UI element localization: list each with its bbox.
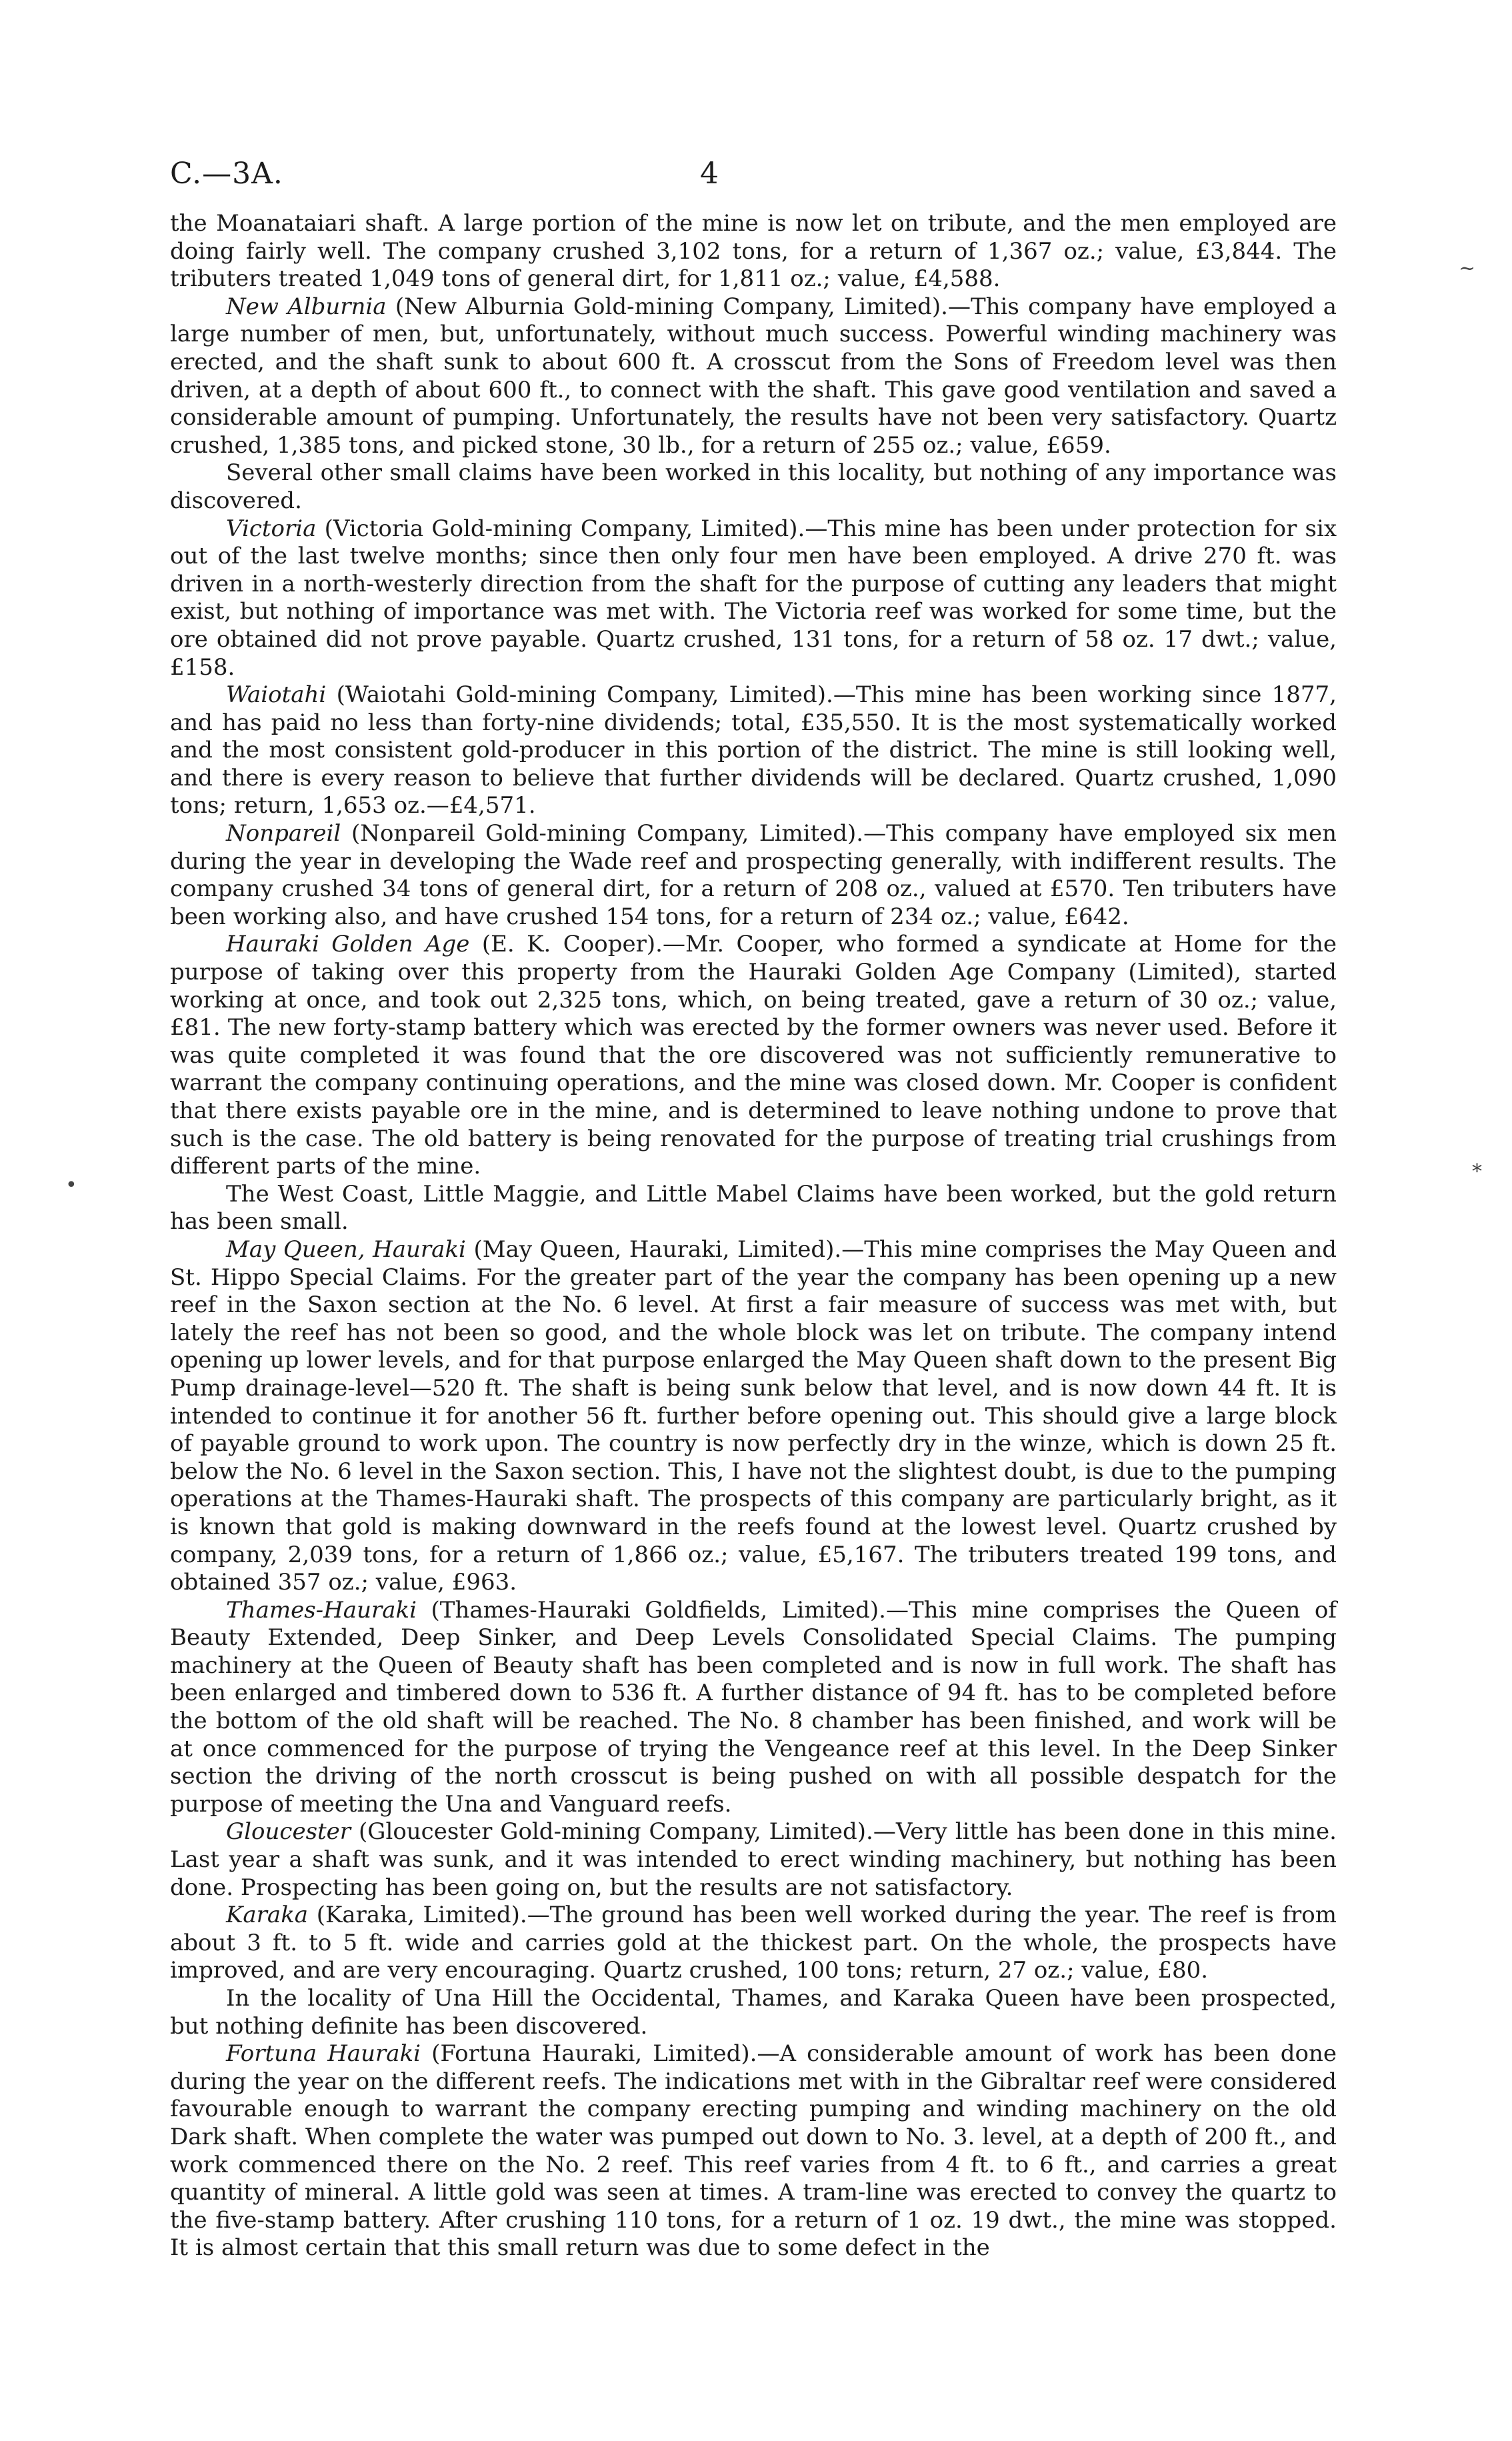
paragraph-text: (Thames-Hauraki Goldfields, Limited).—This mine comprises the Queen of Beauty Extended, Deep Sinker, and Deep Levels Consolidated Special Claims. The pumping machinery at the Queen of Beauty shaft has been completed and is now in full work. The shaft has been enlarged and timbered down to 536 ft. A further distance of 94 ft. has to be completed before the bottom of the old shaft will be reached. The No. 8 chamber has been finished, and work will be at once commenced for the purpose of trying the Vengeance reef at this level. In the Deep Sinker section the driving of the north crosscut is being pushed on with all possible despatch for the purpose of meeting the Una and Vanguard reefs.: [170, 1596, 1337, 1818]
paragraph-text: In the locality of Una Hill the Occidental, Thames, and Karaka Queen have been prospected, but nothing definite has been discovered.: [170, 1985, 1337, 2040]
mine-name: Karaka: [226, 1902, 309, 1929]
paragraph-text: (Waiotahi Gold-mining Company, Limited).—This mine has been working since 1877, and has paid no less than forty-nine dividends; total, £35,550. It is the most systematically worked and the most consistent gold-producer in this portion of the district. The mine is still looking well, and there is every reason to believe that further dividends will be declared. Quartz crushed, 1,090 tons; return, 1,653 oz.—£4,571.: [170, 681, 1337, 819]
mine-name: Thames-Hauraki: [226, 1596, 417, 1624]
paragraph: [170, 1181, 1337, 1236]
paragraph: [170, 1236, 1337, 1597]
mine-name: Nonpareil: [226, 820, 341, 847]
paragraph: [170, 1985, 1337, 2040]
paragraph-text: (Gloucester Gold-mining Company, Limited).—Very little has been done in this mine. Last year a shaft was sunk, and it was intended to erect winding machinery, but nothing has been done. Prospecting has been going on, but the results are not satisfactory.: [170, 1818, 1337, 1901]
paragraph-text: the Moanataiari shaft. A large portion of the mine is now let on tribute, and the men employed are doing fairly well. The company crushed 3,102 tons, for a return of 1,367 oz.; value, £3,844. The tributers treated 1,049 tons of general dirt, for 1,811 oz.; value, £4,588.: [170, 210, 1337, 293]
paragraph: [170, 820, 1337, 931]
paragraph-text: Several other small claims have been worked in this locality, but nothing of any importance was discovered.: [170, 459, 1337, 514]
mine-name: May Queen, Hauraki: [226, 1236, 466, 1263]
paragraph: [170, 1597, 1337, 1819]
paragraph: [170, 515, 1337, 682]
paragraph-text: (Fortuna Hauraki, Limited).—A considerable amount of work has been done during the year on the different reefs. The indications met with in the Gibraltar reef were considered favourable enough to warrant the company erecting pumping and winding machinery on the old Dark shaft. When complete the water was pumped out down to No. 3. level, at a depth of 200 ft., and work commenced there on the No. 2 reef. This reef varies from 4 ft. to 6 ft., and carries a great quantity of mineral. A little gold was seen at times. A tram-line was erected to convey the quartz to the five-stamp battery. After crushing 110 tons, for a return of 1 oz. 19 dwt., the mine was stopped. It is almost certain that this small return was due to some defect in the: [170, 2040, 1337, 2262]
paragraph: [170, 1902, 1337, 1985]
paragraph: [170, 681, 1337, 820]
mine-name: Victoria: [226, 515, 317, 542]
paragraph-text: (Karaka, Limited).—The ground has been well worked during the year. The reef is from about 3 ft. to 5 ft. wide and carries gold at the thickest part. On the whole, the prospects have improved, and are very encouraging. Quartz crushed, 100 tons; return, 27 oz.; value, £80.: [170, 1902, 1337, 1984]
mine-name: New Alburnia: [226, 293, 387, 320]
mine-name: Gloucester: [226, 1818, 351, 1846]
paragraph: [170, 293, 1337, 460]
margin-dash-mark: ~: [1459, 257, 1476, 280]
mine-name: Hauraki Golden Age: [226, 931, 470, 958]
paragraph: [170, 2040, 1337, 2262]
paragraph-text: (E. K. Cooper).—Mr. Cooper, who formed a syndicate at Home for the purpose of taking over this property from the Hauraki Golden Age Company (Limited), started working at once, and took out 2,325 tons, which, on being treated, gave a return of 30 oz.; value, £81. The new forty-stamp battery which was erected by the former owners was never used. Before it was quite completed it was found that the ore discovered was not sufficiently remunerative to warrant the company continuing operations, and the mine was closed down. Mr. Cooper is confident that there exists payable ore in the mine, and is determined to leave nothing undone to prove that such is the case. The old battery is being renovated for the purpose of treating trial crushings from different parts of the mine.: [170, 931, 1337, 1180]
mine-name: Waiotahi: [226, 681, 327, 709]
document-reference: C.—3A.: [170, 157, 283, 191]
document-page: [170, 157, 1337, 2262]
paragraph: [170, 459, 1337, 515]
paragraph: [170, 210, 1337, 293]
mine-name: Fortuna Hauraki: [226, 2040, 421, 2068]
paragraph-text: (May Queen, Hauraki, Limited).—This mine comprises the May Queen and St. Hippo Special Claims. For the greater part of the year the company has been opening up a new reef in the Saxon section at the No. 6 level. At first a fair measure of success was met with, but lately the reef has not been so good, and the whole block was let on tribute. The company intend opening up lower levels, and for that purpose enlarged the May Queen shaft down to the present Big Pump drainage-level—520 ft. The shaft is being sunk below that level, and is now down 44 ft. It is intended to continue it for another 56 ft. further before opening out. This should give a large block of payable ground to work upon. The country is now perfectly dry in the winze, which is down 25 ft. below the No. 6 level in the Saxon section. This, I have not the slightest doubt, is due to the pumping operations at the Thames-Hauraki shaft. The prospects of this company are particularly bright, as it is known that gold is making downward in the reefs found at the lowest level. Quartz crushed by company, 2,039 tons, for a return of 1,866 oz.; value, £5,167. The tributers treated 199 tons, and obtained 357 oz.; value, £963.: [170, 1236, 1337, 1596]
page-number: 4: [700, 157, 719, 191]
page-header: [170, 157, 1337, 210]
paragraph: [170, 1818, 1337, 1902]
margin-star-mark: *: [1472, 1160, 1482, 1183]
body-text: [170, 210, 1337, 2262]
margin-bullet-mark: •: [65, 1173, 77, 1197]
paragraph: [170, 931, 1337, 1180]
paragraph-text: (Nonpareil Gold-mining Company, Limited).—This company have employed six men during the year in developing the Wade reef and prospecting generally, with indifferent results. The company crushed 34 tons of general dirt, for a return of 208 oz., valued at £570. Ten tributers have been working also, and have crushed 154 tons, for a return of 234 oz.; value, £642.: [170, 820, 1337, 930]
paragraph-text: (New Alburnia Gold-mining Company, Limited).—This company have employed a large number of men, but, unfortunately, without much success. Powerful winding machinery was erected, and the shaft sunk to about 600 ft. A crosscut from the Sons of Freedom level was then driven, at a depth of about 600 ft., to connect with the shaft. This gave good ventilation and saved a considerable amount of pumping. Unfortunately, the results have not been very satisfactory. Quartz crushed, 1,385 tons, and picked stone, 30 lb., for a return of 255 oz.; value, £659.: [170, 293, 1337, 459]
paragraph-text: (Victoria Gold-mining Company, Limited).—This mine has been under protection for six out of the last twelve months; since then only four men have been employed. A drive 270 ft. was driven in a north-westerly direction from the shaft for the purpose of cutting any leaders that might exist, but nothing of importance was met with. The Victoria reef was worked for some time, but the ore obtained did not prove payable. Quartz crushed, 131 tons, for a return of 58 oz. 17 dwt.; value, £158.: [170, 515, 1337, 681]
paragraph-text: The West Coast, Little Maggie, and Little Mabel Claims have been worked, but the gold return has been small.: [170, 1180, 1337, 1236]
